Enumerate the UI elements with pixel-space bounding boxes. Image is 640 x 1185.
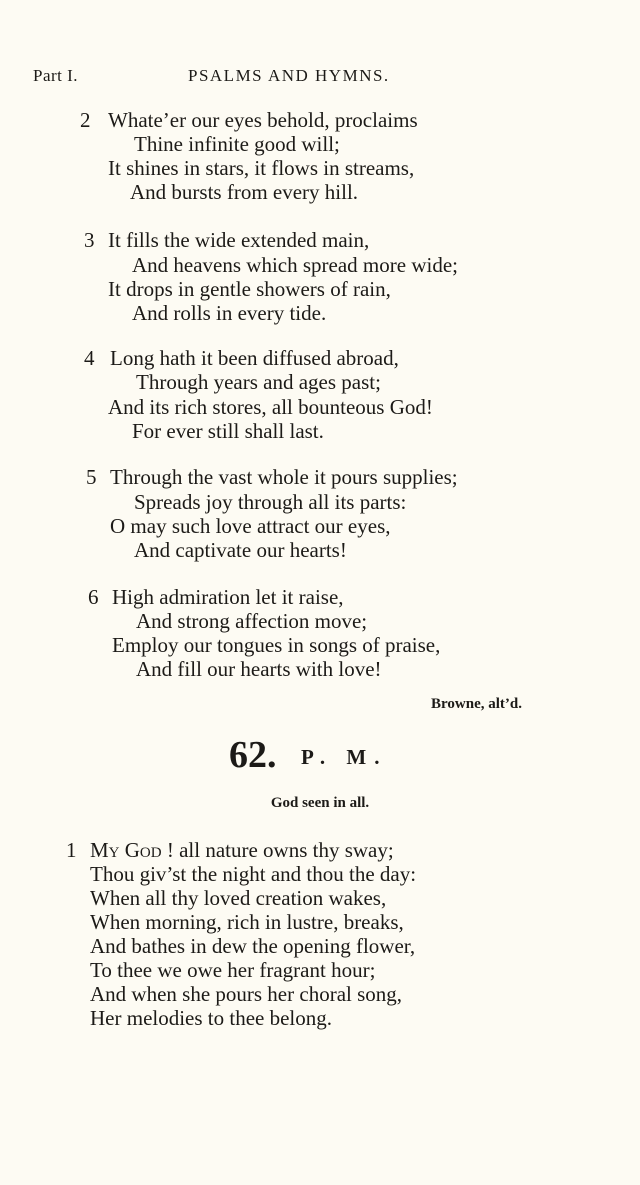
verse-line: To thee we owe her fragrant hour;	[90, 958, 376, 982]
verse-line: It shines in stars, it flows in streams,	[108, 156, 415, 180]
part-label: Part I.	[33, 66, 79, 85]
hymn-heading	[0, 733, 640, 781]
verse-line	[90, 838, 394, 862]
first-words: My God	[90, 838, 162, 862]
verse-line: Thou giv’st the night and thou the day:	[90, 862, 417, 886]
stanza-number: 3	[84, 228, 95, 252]
stanza-number: 5	[86, 465, 97, 489]
verse-line: Through the vast whole it pours supplies;	[110, 465, 458, 489]
first-line-rest: ! all nature owns thy sway;	[166, 838, 394, 862]
stanza-number: 1	[66, 838, 77, 862]
verse-line: Spreads joy through all its parts:	[134, 490, 407, 514]
verse-line: And captivate our hearts!	[134, 538, 347, 562]
running-title: PSALMS AND HYMNS.	[188, 66, 390, 85]
verse-line: And strong affection move;	[136, 609, 368, 633]
verse-line: And its rich stores, all bounteous God!	[108, 395, 433, 419]
verse-line: It fills the wide extended main,	[108, 228, 370, 252]
verse-line: O may such love attract our eyes,	[110, 514, 391, 538]
hymn-title: God seen in all.	[270, 795, 370, 811]
stanza-number: 6	[88, 585, 99, 609]
verse-line: And bursts from every hill.	[130, 180, 359, 204]
verse-line: When all thy loved creation wakes,	[90, 886, 387, 910]
page-header	[0, 66, 640, 90]
verse-line: High admiration let it raise,	[112, 585, 344, 609]
verse-line: For ever still shall last.	[132, 419, 324, 443]
verse-line: Her melodies to thee belong.	[90, 1006, 333, 1030]
stanza-number: 2	[80, 108, 91, 132]
hymn-number: 62.	[229, 734, 277, 776]
verse-line: Whate’er our eyes behold, proclaims	[108, 108, 418, 132]
verse-line: Long hath it been diffused abroad,	[110, 346, 399, 370]
verse-line: And fill our hearts with love!	[136, 657, 382, 681]
verse-line: And rolls in every tide.	[132, 301, 327, 325]
stanza-number: 4	[84, 346, 95, 370]
hymn-meter: P. M.	[301, 745, 388, 769]
verse-line: Thine infinite good will;	[134, 132, 340, 156]
author-attribution: Browne, alt’d.	[431, 696, 522, 712]
verse-line: And when she pours her choral song,	[90, 982, 403, 1006]
verse-line: Employ our tongues in songs of praise,	[112, 633, 441, 657]
verse-line: Through years and ages past;	[136, 370, 381, 394]
verse-line: When morning, rich in lustre, breaks,	[90, 910, 404, 934]
verse-line: And bathes in dew the opening flower,	[90, 934, 416, 958]
verse-line: It drops in gentle showers of rain,	[108, 277, 391, 301]
verse-line: And heavens which spread more wide;	[132, 253, 458, 277]
